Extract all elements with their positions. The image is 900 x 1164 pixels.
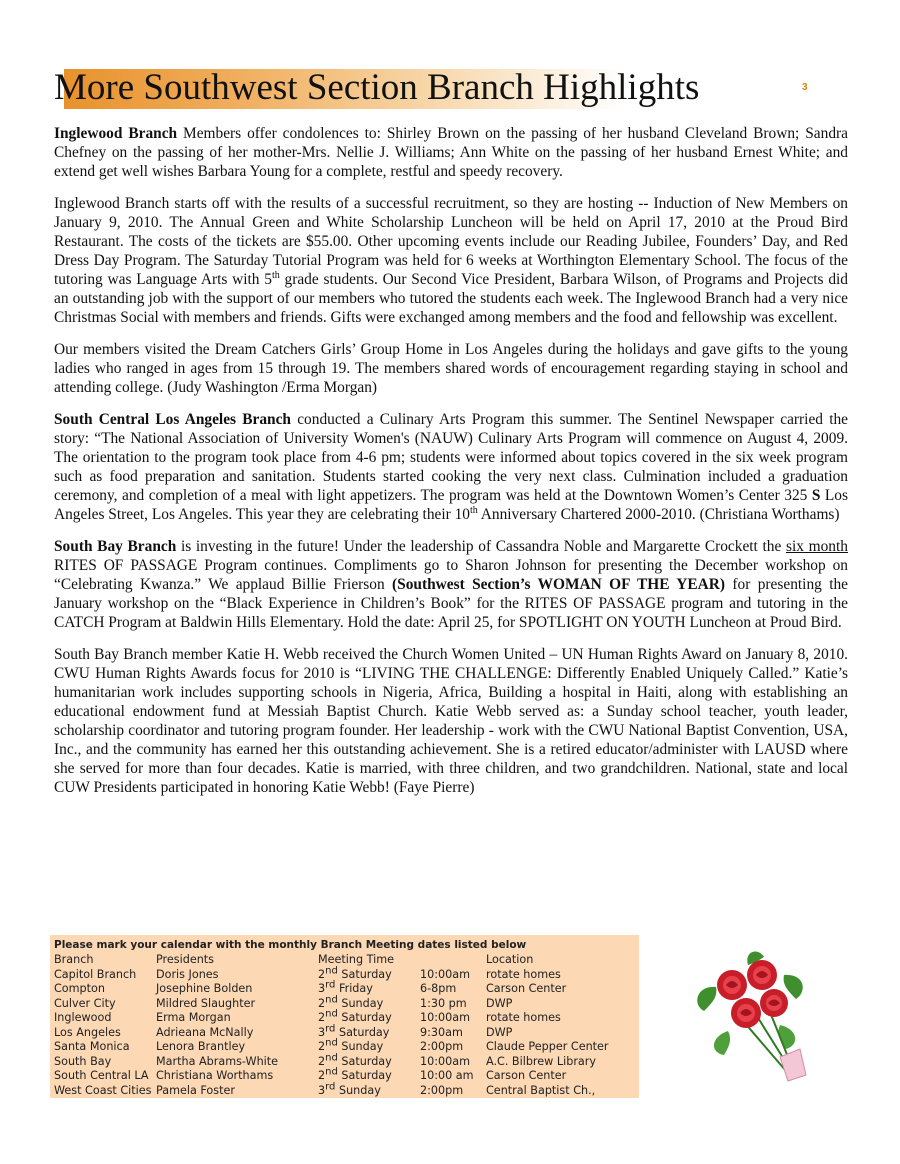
ordinal-suffix: rd xyxy=(325,1080,336,1092)
ordinal-suffix: nd xyxy=(325,1051,338,1063)
location-cell: DWP xyxy=(486,1025,513,1039)
paragraph-text: grade students. Our Second Vice President, Barbara Wilson, of Programs and Projects did an outstanding job with the support of our members who tutored the students each week. The Inglewood Branch had a very nice Christmas Social with members and friends. Gifts were exchanged among members and the food and fellowship was excellent. xyxy=(54,271,848,326)
paragraph-text: RITES OF PASSAGE Program continues. Compliments go to Sharon Johnson for presenting the December workshop on “Celebrating Kwanza.” We applaud Billie Frierson xyxy=(54,557,848,593)
paragraph-text: South Bay Branch member Katie H. Webb received the Church Women United – UN Human Rights Award on January 8, 2010. CWU Human Rights Awards focus for 2010 is “LIVING THE CHALLENGE: Differently Enabled Uniquely Called.” Katie’s humanitarian work includes supporting schools in Nigeria, Africa, Building a hospital in Haiti, along with establishing an educational endowment fund at Messiah Baptist Church. Katie Webb served as: a Sunday school teacher, youth leader, scholarship coordinator and tutoring program founder. Her leadership - work with the CWU National Baptist Convention, USA, Inc., and the community has earned her this outstanding achievement. She is a retired educator/administer with LAUSD where she served for more than four decades. Katie is married, with three children, and two grandchildren. National, state and local CUW Presidents participated in honoring Katie Webb! (Faye Pierre) xyxy=(54,646,848,796)
branch-cell: Culver City xyxy=(54,996,116,1010)
ordinal-suffix: nd xyxy=(325,993,338,1005)
ordinal-suffix: nd xyxy=(325,1037,338,1049)
wrapper-ribbon xyxy=(780,1049,806,1081)
branch-cell: Santa Monica xyxy=(54,1040,130,1053)
column-header-meeting: Meeting Time xyxy=(318,953,395,966)
president-cell: Adrieana McNally xyxy=(156,1025,254,1039)
ordinal: 2 xyxy=(318,1054,326,1068)
location-cell: Carson Center xyxy=(486,1069,567,1082)
time-cell: 10:00am xyxy=(420,1054,470,1068)
calendar-header-row xyxy=(50,953,639,968)
time-cell: 2:00pm xyxy=(420,1040,464,1053)
president-cell: Pamela Foster xyxy=(156,1083,235,1097)
weekday: Sunday xyxy=(335,1083,381,1097)
location-cell: Claude Pepper Center xyxy=(486,1040,609,1053)
time-cell: 10:00am xyxy=(420,1011,470,1024)
superscript: th xyxy=(271,269,280,281)
calendar-heading: Please mark your calendar with the monthly Branch Meeting dates listed below xyxy=(54,939,527,951)
branch-cell: Los Angeles xyxy=(54,1025,121,1039)
page-title: More Southwest Section Branch Highlights xyxy=(54,67,700,108)
weekday: Saturday xyxy=(335,1025,390,1039)
paragraph-text: for presenting the January workshop on the “Black Experience in Children’s Book” for the RITES OF PASSAGE program and tutoring in the CATCH Program at Baldwin Hills Elementary. Hold the date: April 25, for SPOTLIGHT ON YOUTH Luncheon at Proud Bird. xyxy=(54,576,849,631)
time-cell: 1:30 pm xyxy=(420,996,467,1010)
underlined-text: six month xyxy=(786,538,848,555)
paragraph-text: conducted a Culinary Arts Program this summer. The Sentinel Newspaper carried the story: “The National Association of University Women's (NAUW) Culinary Arts Program will commence on August 4, 2009. The orientation to the program took place from 4-6 pm; students were informed about topics covered in the six week program such as food preparation and sanitation. Students started cooking the very next class. Culmination included a graduation ceremony, and completion of a meal with light appetizers. The program was held at the Downtown Women’s Center 325 xyxy=(54,411,849,504)
paragraph-text: Los Angeles Street, Los Angeles. This year they are celebrating their 10 xyxy=(54,487,848,523)
weekday: Sunday xyxy=(337,996,384,1010)
rose-bouquet-icon xyxy=(688,945,814,1085)
meeting-day-cell xyxy=(318,1080,381,1099)
ordinal: 2 xyxy=(318,1040,326,1053)
time-cell: 10:00am xyxy=(420,967,470,981)
location-cell: Carson Center xyxy=(486,982,567,995)
award-title: (Southwest Section’s WOMAN OF THE YEAR) xyxy=(392,576,726,593)
branch-cell: South Central LA xyxy=(54,1069,149,1082)
ordinal-suffix: rd xyxy=(325,1022,336,1034)
weekday: Saturday xyxy=(337,967,392,981)
ordinal-suffix: nd xyxy=(325,1008,338,1020)
ordinal-suffix: nd xyxy=(325,1066,338,1078)
calendar-row xyxy=(50,1037,639,1055)
time-cell: 2:00pm xyxy=(420,1083,464,1097)
president-cell: Lenora Brantley xyxy=(156,1040,246,1053)
calendar-row xyxy=(50,1022,639,1041)
location-cell: DWP xyxy=(486,996,513,1010)
ordinal: 2 xyxy=(318,1011,326,1024)
weekday: Saturday xyxy=(337,1054,392,1068)
ordinal: 3 xyxy=(318,1083,326,1097)
president-cell: Doris Jones xyxy=(156,967,219,981)
superscript: th xyxy=(469,504,478,516)
branch-name: Inglewood Branch xyxy=(54,125,178,142)
column-header-president: Presidents xyxy=(156,953,215,966)
paragraph-text: is investing in the future! Under the leadership of Cassandra Noble and Margarette Crockett the xyxy=(176,538,786,555)
location-cell: A.C. Bilbrew Library xyxy=(486,1054,596,1068)
ordinal-suffix: nd xyxy=(325,964,338,976)
calendar-row xyxy=(50,993,639,1012)
branch-cell: Inglewood xyxy=(54,1011,112,1024)
location-cell: rotate homes xyxy=(486,1011,561,1024)
time-cell: 6-8pm xyxy=(420,982,457,995)
weekday: Saturday xyxy=(337,1069,392,1082)
president-cell: Erma Morgan xyxy=(156,1011,231,1024)
ordinal: 2 xyxy=(318,996,326,1010)
ordinal: 2 xyxy=(318,967,326,981)
president-cell: Mildred Slaughter xyxy=(156,996,256,1010)
branch-name: South Bay Branch xyxy=(54,538,177,555)
calendar-row xyxy=(50,1051,639,1070)
paragraph-inglewood-condolences xyxy=(54,124,848,181)
page-number: 3 xyxy=(802,82,808,93)
paragraph-katie-webb xyxy=(54,645,848,797)
meeting-calendar xyxy=(50,935,639,1098)
weekday: Friday xyxy=(335,982,373,995)
branch-cell: Compton xyxy=(54,982,105,995)
column-header-branch: Branch xyxy=(54,953,94,966)
calendar-row xyxy=(50,1008,639,1026)
president-cell: Christiana Worthams xyxy=(156,1069,274,1082)
branch-name: South Central Los Angeles Branch xyxy=(54,411,291,428)
paragraph-inglewood-events xyxy=(54,194,848,327)
ordinal: 2 xyxy=(318,1069,326,1082)
paragraph-dream-catchers xyxy=(54,340,848,397)
page-header xyxy=(54,62,824,116)
calendar-row xyxy=(50,964,639,983)
branch-cell: Capitol Branch xyxy=(54,967,137,981)
roses xyxy=(717,960,788,1028)
paragraph-text: Anniversary Chartered 2000-2010. (Christiana Worthams) xyxy=(477,506,840,523)
calendar-row xyxy=(50,1080,639,1099)
calendar-row xyxy=(50,1066,639,1084)
bold-letter: S xyxy=(811,487,821,504)
article-body xyxy=(54,124,848,810)
ordinal: 3 xyxy=(318,982,326,995)
branch-cell: West Coast Cities xyxy=(54,1083,152,1097)
weekday: Sunday xyxy=(337,1040,384,1053)
paragraph-south-central-la xyxy=(54,410,848,524)
president-cell: Martha Abrams-White xyxy=(156,1054,279,1068)
paragraph-text: Inglewood Branch starts off with the results of a successful recruitment, so they are hosting -- Induction of New Members on January 9, 2010. The Annual Green and White Scholarship Luncheon will be held on April 17, 2010 at the Proud Bird Restaurant. The costs of the tickets are $55.00. Other upcoming events include our Reading Jubilee, Founders’ Day, and Red Dress Day Program. The Saturday Tutorial Program was held for 6 weeks at Worthington Elementary School. The focus of the tutoring was Language Arts with 5 xyxy=(54,195,848,288)
paragraph-south-bay xyxy=(54,537,848,632)
president-cell: Josephine Bolden xyxy=(156,982,253,995)
branch-cell: South Bay xyxy=(54,1054,112,1068)
location-cell: rotate homes xyxy=(486,967,561,981)
calendar-row xyxy=(50,979,639,997)
paragraph-text: Members offer condolences to: Shirley Brown on the passing of her husband Cleveland Brown; Sandra Chefney on the passing of her mother-Mrs. Nellie J. Williams; Ann White on the passing of her husband Ernest White; and extend get well wishes Barbara Young for a complete, restful and speedy recovery. xyxy=(54,125,848,180)
location-cell: Central Baptist Ch., xyxy=(486,1083,596,1097)
ordinal-suffix: rd xyxy=(325,979,336,991)
time-cell: 10:00 am xyxy=(420,1069,474,1082)
ordinal: 3 xyxy=(318,1025,326,1039)
paragraph-text: Our members visited the Dream Catchers Girls’ Group Home in Los Angeles during the holidays and gave gifts to the young ladies who ranged in ages from 15 through 19. The members shared words of encouragement regarding staying in school and attending college. (Judy Washington /Erma Morgan) xyxy=(54,341,848,396)
column-header-location: Location xyxy=(486,953,534,966)
weekday: Saturday xyxy=(337,1011,392,1024)
time-cell: 9:30am xyxy=(420,1025,463,1039)
